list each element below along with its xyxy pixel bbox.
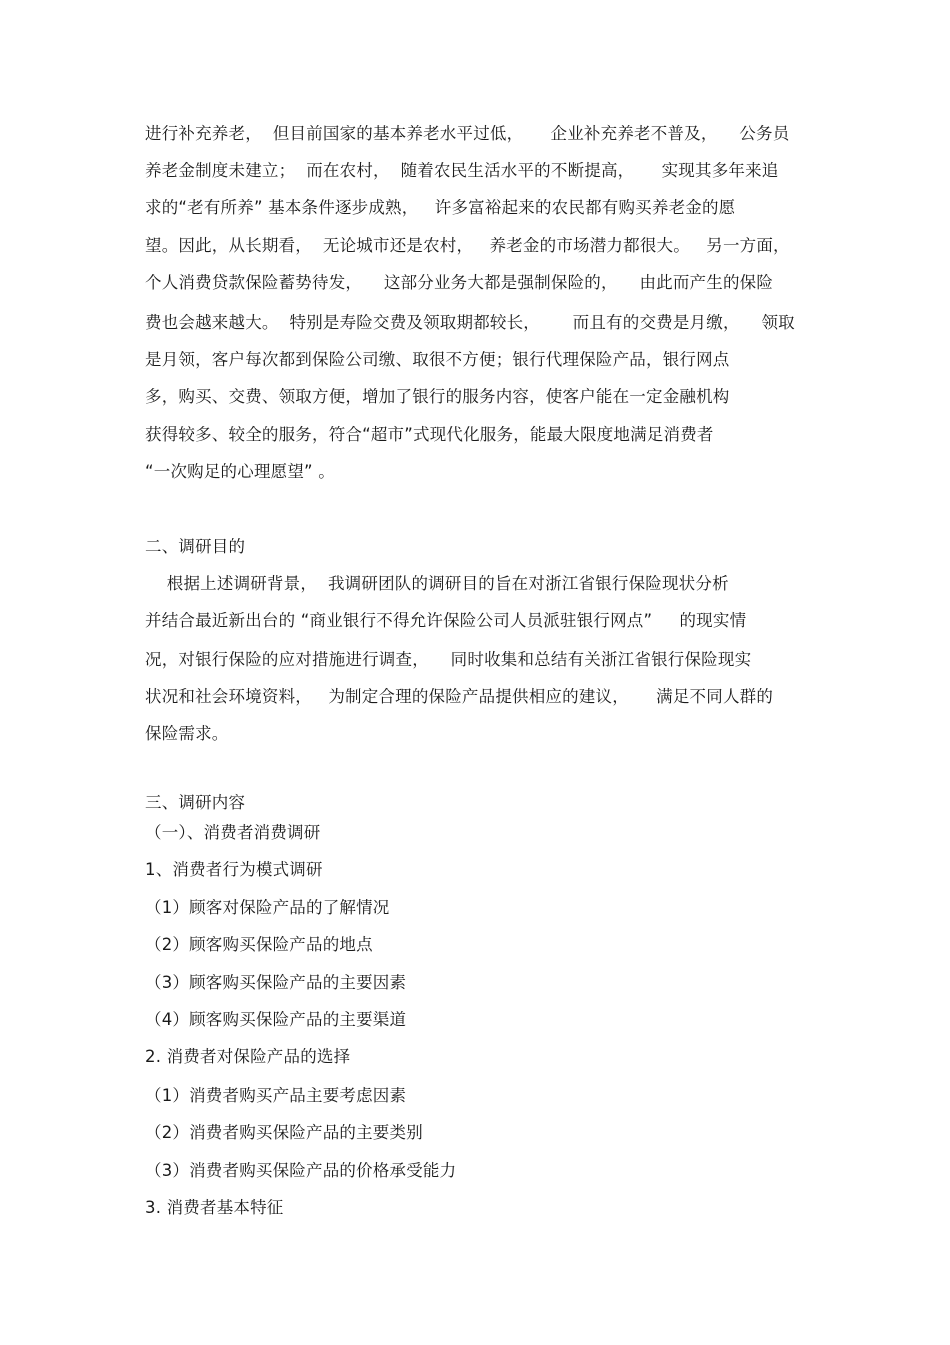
list-item: （1）消费者购买产品主要考虑因素	[145, 1086, 407, 1105]
paragraph-line: 求的“老有所养” 基本条件逐步成熟， 许多富裕起来的农民都有购买养老金的愿	[145, 198, 736, 217]
list-item: 2. 消费者对保险产品的选择	[145, 1047, 351, 1066]
paragraph-line: 养老金制度未建立； 而在农村， 随着农民生活水平的不断提高， 实现其多年来追	[145, 161, 779, 180]
paragraph-line: “一次购足的心理愿望” 。	[145, 462, 335, 481]
paragraph-line: 进行补充养老， 但目前国家的基本养老水平过低， 企业补充养老不普及， 公务员	[145, 124, 790, 143]
list-item: （一）、消费者消费调研	[145, 823, 321, 842]
list-item: （1）顾客对保险产品的了解情况	[145, 898, 390, 917]
paragraph-line: 多，购买、交费、领取方便，增加了银行的服务内容，使客户能在一定金融机构	[145, 387, 730, 406]
paragraph-line: 状况和社会环境资料， 为制定合理的保险产品提供相应的建议， 满足不同人群的	[145, 687, 774, 706]
paragraph-line: 费也会越来越大。 特别是寿险交费及领取期都较长， 而且有的交费是月缴， 领取	[145, 313, 795, 332]
list-item: （2）消费者购买保险产品的主要类别	[145, 1123, 423, 1142]
list-item: （4）顾客购买保险产品的主要渠道	[145, 1010, 407, 1029]
paragraph-line: 况，对银行保险的应对措施进行调查， 同时收集和总结有关浙江省银行保险现实	[145, 650, 752, 669]
paragraph-line: 是月领，客户每次都到保险公司缴、取很不方便；银行代理保险产品，银行网点	[145, 350, 730, 369]
section-heading: 二、调研目的	[145, 537, 246, 556]
list-item: 3. 消费者基本特征	[145, 1198, 284, 1217]
paragraph-line: 保险需求。	[145, 724, 229, 743]
list-item: （3）消费者购买保险产品的价格承受能力	[145, 1161, 457, 1180]
list-item: （3）顾客购买保险产品的主要因素	[145, 973, 407, 992]
list-item: （2）顾客购买保险产品的地点	[145, 935, 373, 954]
section-heading: 三、调研内容	[145, 793, 246, 812]
paragraph-line: 获得较多、较全的服务，符合“超市”式现代化服务，能最大限度地满足消费者	[145, 425, 714, 444]
list-item: 1、消费者行为模式调研	[145, 860, 323, 879]
paragraph-line: 望。因此，从长期看， 无论城市还是农村， 养老金的市场潜力都很大。 另一方面，	[145, 236, 790, 255]
paragraph-line: 个人消费贷款保险蓄势待发， 这部分业务大都是强制保险的， 由此而产生的保险	[145, 273, 774, 292]
paragraph-line: 根据上述调研背景， 我调研团队的调研目的旨在对浙江省银行保险现状分析	[145, 574, 729, 593]
paragraph-line: 并结合最近新出台的 “商业银行不得允许保险公司人员派驻银行网点” 的现实情	[145, 611, 747, 630]
